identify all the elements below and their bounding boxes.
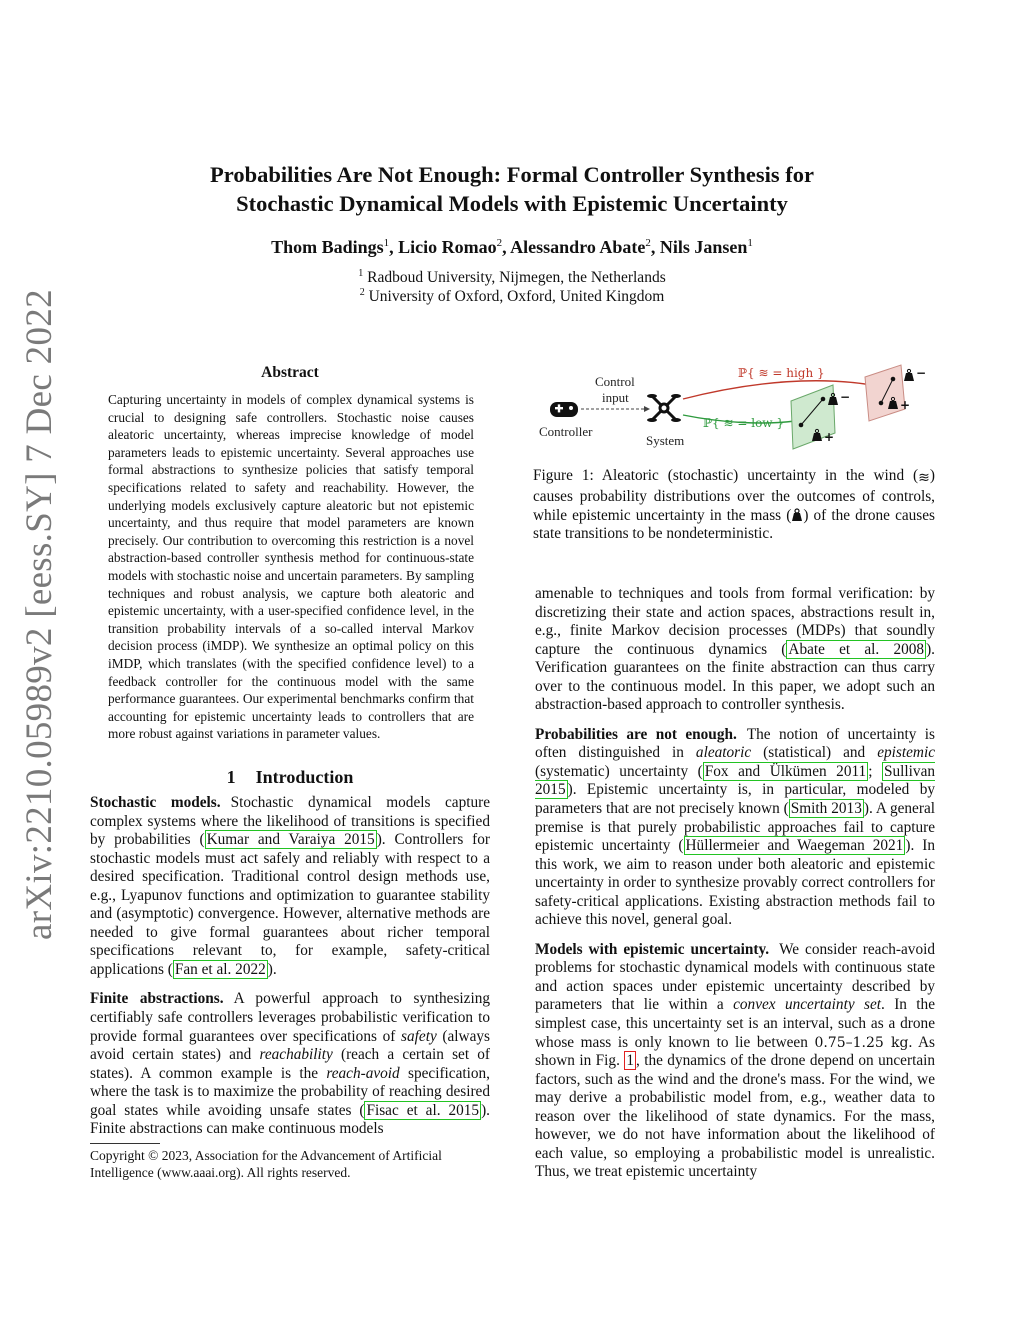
- author-sup: 2: [645, 237, 651, 249]
- section-heading-introduction: [90, 767, 490, 788]
- figure-reference-link[interactable]: 1: [626, 1052, 634, 1070]
- left-column: [90, 794, 490, 1150]
- text-run: The notion of uncertainty is often distinguished in: [535, 725, 935, 762]
- abstract-body: Capturing uncertainty in models of complex dynamical systems is crucial to designing safe controllers. Stochastic noise causes aleatoric uncertainty, whereas imprecise knowledge of model parameters leads to epistemic uncertainty. Several approaches use formal abstractions to synthesize policies that satisfy temporal specifications related to safety and reachability. However, the underlying models exclusively capture aleatoric but not epistemic uncertainty, and thus require that model parameters are known precisely. Our contribution to overcoming this restriction is a novel abstraction-based controller synthesis method for continuous-state models with stochastic noise and uncertain parameters. By sampling techniques and robust analysis, we capture both aleatoric and epistemic uncertainty, with a user-specified confidence level, in the transition probability intervals of a so-called interval Markov decision process (iMDP). We synthesize an optimal policy on this iMDP, which translates (with the specified confidence level) to a feedback controller for the continuous model with the same performance guarantees. Our experimental benchmarks confirm that accounting for epistemic uncertainty leads to controllers that are more robust against variations in parameter values.: [108, 392, 474, 742]
- author-name: Nils Jansen: [659, 237, 748, 257]
- paragraph-lead: Finite abstractions.: [90, 990, 224, 1008]
- paragraph-lead: Stochastic models.: [90, 794, 221, 811]
- text-run: specification, where the task is to maximize the probability of reaching desired goal states while avoiding unsafe states (: [90, 1064, 490, 1119]
- text-run: amenable to techniques and tools from formal verification: by discretizing their state and action spaces, abstractions result in, e.g., finite Markov decision processes (MDPs) that soundly capture the continuous dynamics (: [535, 585, 935, 658]
- title-line-1: Probabilities Are Not Enough: Formal Controller Synthesis for: [210, 162, 814, 187]
- text-run: (reach a certain set of states). A common example is the: [90, 1046, 491, 1082]
- title-line-2: Stochastic Dynamical Models with Epistemic Uncertainty: [236, 191, 788, 216]
- affiliation-text: University of Oxford, Oxford, United Kingdom: [368, 288, 665, 306]
- section-title: Introduction: [255, 767, 354, 787]
- author-sup: 1: [747, 237, 753, 249]
- emphasis: epistemic: [877, 744, 935, 762]
- citation-link[interactable]: Smith 2013: [790, 800, 862, 818]
- green-point: [821, 397, 826, 402]
- text-run: ). Epistemic uncertainty is, in particular, modeled by parameters that are not precisely known (: [535, 781, 935, 818]
- plus-sign: +: [824, 430, 835, 444]
- high-probability-arrow: [683, 381, 883, 399]
- citation-link[interactable]: Abate et al. 2008: [788, 640, 925, 658]
- affiliation-2: [90, 287, 934, 306]
- paragraph-stochastic-models: [90, 794, 490, 979]
- author-list: Thom Badings$^1$, Licio Romao$^2$, Alessandro Abate$^2$, Nils Jansen$^1$: [271, 237, 753, 257]
- text-run: Stochastic dynamical models capture complex systems where the likelihood of transitions is specified by probabilities (: [90, 794, 490, 849]
- text-run: ).: [267, 960, 277, 978]
- abstract-heading: Abstract: [261, 364, 319, 381]
- weight-icon: [904, 369, 914, 381]
- paragraph-finite-abstractions: [90, 990, 490, 1138]
- right-column: [535, 585, 935, 1182]
- red-point: [879, 401, 884, 406]
- text-run: (always avoid certain states) and: [90, 1027, 490, 1064]
- text-run: (statistical) and: [751, 744, 878, 762]
- emphasis: safety: [401, 1027, 437, 1045]
- text-run: ). A general premise is that purely probabilistic approaches fail to capture epistemic uncertainty (: [535, 800, 935, 855]
- arxiv-identifier: arXiv:2210.05989v2 [eess.SY] 7 Dec 2022: [19, 289, 60, 940]
- text-run: ;: [868, 762, 883, 780]
- affiliation-sup: 1: [358, 268, 364, 279]
- text-run: ) of the drone causes state transitions to be nondeterministic.: [533, 506, 935, 543]
- figure-1-diagram: [533, 363, 943, 463]
- author-sup: 1: [383, 237, 390, 249]
- footnote-rule: [90, 1143, 160, 1144]
- weight-icon: [791, 508, 803, 522]
- citation-link[interactable]: Hüllermeier and Waegeman 2021: [685, 837, 904, 855]
- citation-link[interactable]: Fox and Ülkümen 2011: [704, 762, 867, 780]
- text-run: ). In this work, we aim to reason under both aleatoric and epistemic uncertainty in order to synthesize provably correct controllers for safety-critical applications. Existing abstraction methods fail to achieve this novel, general goal.: [535, 837, 935, 929]
- label-low: ℙ{ ≋ = low }: [703, 416, 785, 430]
- author-name: Thom Badings: [271, 237, 384, 257]
- citation-link[interactable]: Kumar and Varaiya 2015: [206, 831, 375, 849]
- text-run: ) causes probability distributions over the outcomes of controls, while epistemic uncertainty in the mass (: [533, 467, 935, 524]
- math-run: 0.75–1.25 kg: [814, 1034, 909, 1051]
- text-run: ). Verification guarantees on the finite abstraction can thus carry over to the continuous model. In this paper, we adopt such an abstraction-based approach to controller synthesis.: [535, 640, 935, 714]
- paragraph-epistemic-models: [535, 941, 935, 1182]
- drone-icon: [647, 394, 681, 422]
- label-controller: Controller: [539, 424, 593, 439]
- text-run: , the dynamics of the drone depend on uncertain factors, such as the wind and the drone's mass. For the wind, we may derive a probabilistic model from, e.g., weather data to reason over the likelihood of state dynamics. For the mass, however, we do not have information about the likelihood of each value, so employing a probabilistic model is unrealistic. Thus, we treat epistemic uncertainty: [535, 1052, 936, 1181]
- citation-link[interactable]: Sullivan 2015: [535, 762, 936, 799]
- label-system: System: [646, 433, 685, 448]
- paragraph-abstractions-cont: [535, 585, 935, 715]
- paragraph-probabilities-not-enough: [535, 726, 935, 930]
- copyright-footnote: [90, 1143, 490, 1181]
- text-run: (systematic) uncertainty (: [535, 762, 703, 780]
- label-control: Control: [595, 374, 635, 389]
- minus-sign: −: [840, 390, 851, 404]
- paper-title: [90, 160, 934, 218]
- citation-link[interactable]: Fisac et al. 2015: [366, 1101, 480, 1119]
- gamepad-icon: [550, 402, 578, 417]
- red-state-region: [865, 365, 905, 421]
- minus-sign: −: [916, 366, 927, 380]
- emphasis: reachability: [259, 1046, 333, 1064]
- section-number: 1: [226, 767, 236, 787]
- text-run: ). Finite abstractions can make continuous models: [90, 1101, 490, 1138]
- text-run: Figure 1: Aleatoric (stochastic) uncertainty in the wind (: [533, 467, 919, 484]
- wind-icon: ≋: [918, 470, 930, 486]
- plus-sign: +: [900, 398, 911, 412]
- affiliation-1: [90, 268, 934, 287]
- citation-link[interactable]: Fan et al. 2022: [174, 960, 266, 978]
- figure-1-caption: [533, 467, 935, 544]
- paragraph-lead: Models with epistemic uncertainty.: [535, 940, 770, 958]
- author-name: Licio Romao: [398, 237, 497, 257]
- text-run: A powerful approach to synthesizing certifiably safe controllers leverages probabilistic verification to provide formal guarantees over specifications of: [90, 990, 490, 1045]
- text-run: ). Controllers for stochastic models must act safely and reliably with respect to a desired specification. Traditional control design methods use, e.g., Lyapunov functions and optimization to guarantee stability and (asymptotic) convergence. However, alternative methods are needed to give formal guarantees about richer temporal specifications relevant to, for example, safety-critical applications (: [90, 831, 490, 978]
- author-name: Alessandro Abate: [510, 237, 646, 257]
- text-run: . In the simplest case, this uncertainty set is an interval, such as a drone whose mass is only known to lie between: [535, 996, 935, 1051]
- label-high: ℙ{ ≋ = high }: [738, 366, 825, 380]
- emphasis: reach-avoid: [326, 1064, 400, 1082]
- paragraph-lead: Probabilities are not enough.: [535, 725, 737, 743]
- label-input: input: [602, 390, 629, 405]
- control-arrow-head: [644, 406, 650, 412]
- green-point: [799, 423, 804, 428]
- emphasis: aleatoric: [695, 744, 752, 762]
- affiliation-text: Radboud University, Nijmegen, the Netherlands: [367, 269, 666, 287]
- text-run: . As shown in Fig.: [535, 1033, 936, 1070]
- red-point: [891, 377, 896, 382]
- copyright-text: Copyright © 2023, Association for the Advancement of Artificial Intelligence (www.aaai.org). All rights reserved.: [90, 1148, 442, 1180]
- affiliation-sup: 2: [359, 287, 365, 298]
- emphasis: convex uncertainty set: [733, 996, 881, 1014]
- text-run: We consider reach-avoid problems for stochastic dynamical models with continuous state and action spaces under epistemic uncertainty described by parameters that lie within a: [535, 940, 935, 1014]
- author-sup: 2: [496, 237, 503, 249]
